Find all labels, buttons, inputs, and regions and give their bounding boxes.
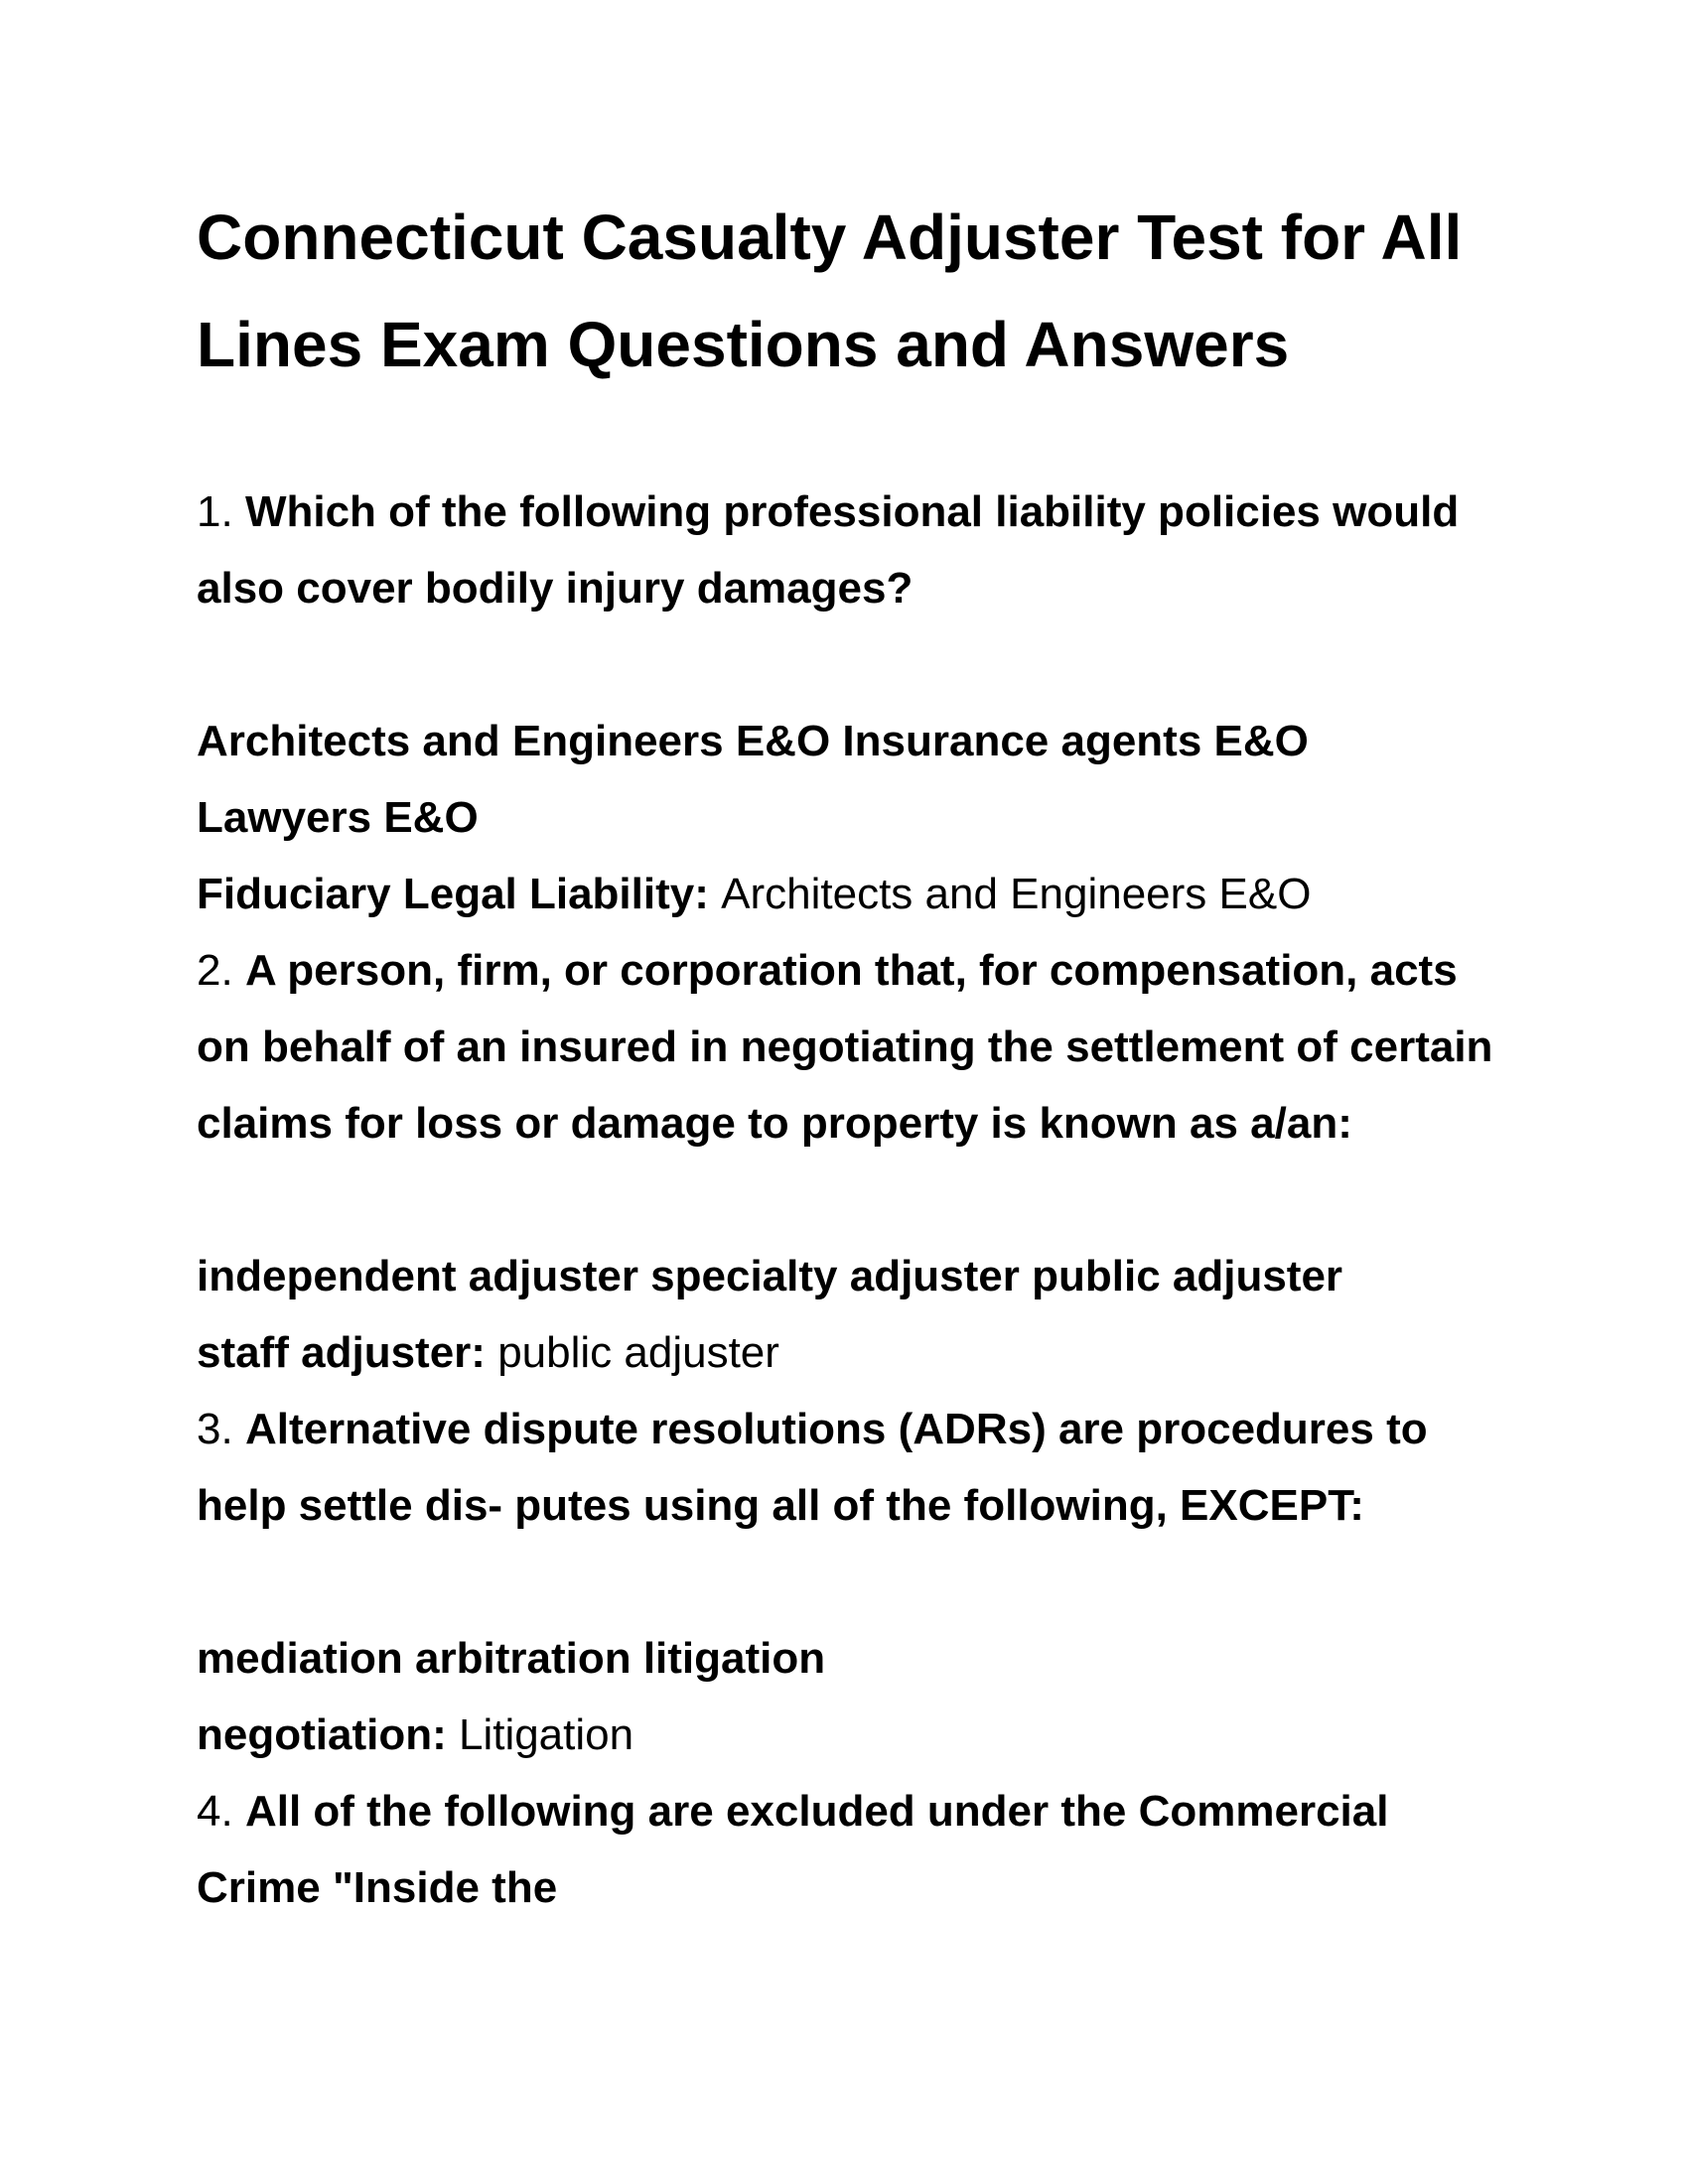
question-2-answer-value: public adjuster <box>497 1328 779 1377</box>
question-4-number: 4. <box>197 1787 233 1836</box>
question-2-answer-label: staff adjuster: <box>197 1328 486 1377</box>
question-2 <box>197 932 1517 1161</box>
question-2-text-line-1: A person, firm, or corporation that, for compensation, acts <box>244 946 1458 995</box>
title-line-1: Connecticut Casualty Adjuster Test for All <box>197 202 1463 273</box>
question-4 <box>197 1773 1517 1926</box>
page-title <box>197 184 1517 398</box>
question-2-answer <box>197 1314 1517 1391</box>
question-1-options-line-2: Lawyers E&O <box>197 793 479 842</box>
question-3-text-line-2: help settle dis- putes using all of the following, EXCEPT: <box>197 1481 1364 1530</box>
question-2-number: 2. <box>197 946 233 995</box>
question-1-text-line-2: also cover bodily injury damages? <box>197 564 914 613</box>
question-2-options-line-1: independent adjuster specialty adjuster public adjuster <box>197 1252 1343 1300</box>
question-1-answer-label: Fiduciary Legal Liability: <box>197 870 709 918</box>
question-1-answer-value: Architects and Engineers E&O <box>721 870 1312 918</box>
question-2-options <box>197 1238 1517 1391</box>
question-4-text-line-1: All of the following are excluded under the Commercial <box>244 1787 1389 1836</box>
question-1-options-line-1: Architects and Engineers E&O Insurance agents E&O <box>197 717 1309 765</box>
question-3-answer-label: negotiation: <box>197 1710 447 1759</box>
question-1-answer <box>197 856 1517 932</box>
question-2-text-line-3: claims for loss or damage to property is known as a/an: <box>197 1099 1352 1148</box>
title-line-2: Lines Exam Questions and Answers <box>197 309 1290 380</box>
question-3-number: 3. <box>197 1405 233 1453</box>
question-1-number: 1. <box>197 487 233 536</box>
question-2-text-line-2: on behalf of an insured in negotiating the settlement of certain <box>197 1023 1493 1071</box>
question-1-options <box>197 703 1517 932</box>
question-3 <box>197 1391 1517 1544</box>
question-3-answer <box>197 1697 1517 1773</box>
question-1-text-line-1: Which of the following professional liability policies would <box>244 487 1460 536</box>
question-3-answer-value: Litigation <box>458 1710 634 1759</box>
question-4-text-line-2: Crime "Inside the <box>197 1863 558 1912</box>
document-content <box>197 184 1517 1926</box>
question-1 <box>197 474 1517 626</box>
question-3-options <box>197 1620 1517 1773</box>
question-3-options-line-1: mediation arbitration litigation <box>197 1634 826 1683</box>
question-3-text-line-1: Alternative dispute resolutions (ADRs) are procedures to <box>244 1405 1428 1453</box>
